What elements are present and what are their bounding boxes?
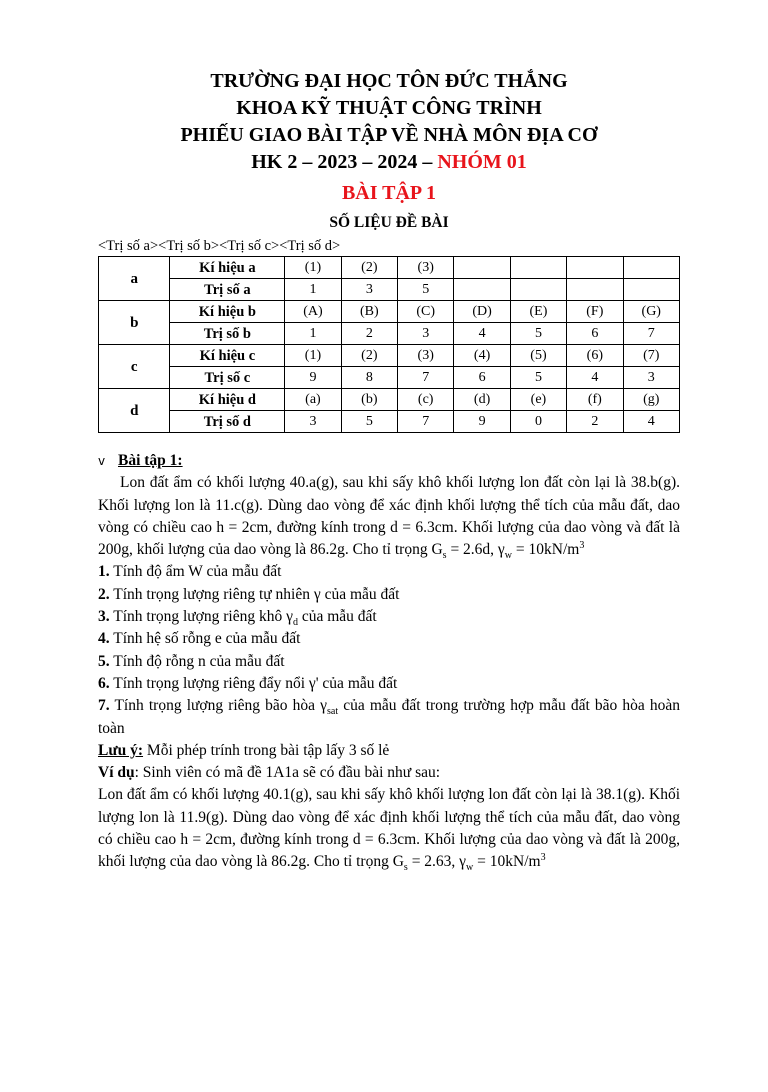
exercise-title: BÀI TẬP 1: [341, 182, 437, 204]
table-cell: 6: [567, 323, 623, 345]
table-cell: 2: [567, 411, 623, 433]
semester-line: [98, 149, 680, 176]
question-subscript: d: [292, 617, 298, 629]
example-line: [98, 762, 680, 784]
table-cell: [567, 257, 623, 279]
question-number: 1.: [98, 563, 110, 581]
group-name-cell: b: [99, 301, 170, 345]
table-cell: 5: [398, 279, 454, 301]
value-label-cell: Trị số c: [170, 367, 285, 389]
question-item: [98, 651, 680, 673]
example-statement: Lon đất ẩm có khối lượng 40.1(g), sau khi sấy khô khối lượng lon đất còn lại là 38.1(g). Khối lượng lon là 11.9(g). Dùng dao vòng để xác định khối lượng thể tích của mẫu đất, dao vòng có chiều cao h = 2cm, đường kính trong d = 6.3cm. Khối lượng của dao vòng và đất là 200g, khối lượng của dao vòng là 86.2g. Cho tỉ trọng $G_s = 2.63$, $\gamma_w = 10kN/m^3$: [98, 786, 680, 874]
table-cell: (5): [510, 345, 566, 367]
table-cell: 1: [285, 323, 341, 345]
table-cell: 3: [341, 279, 397, 301]
table-cell: 5: [341, 411, 397, 433]
question-number: 4.: [98, 630, 110, 648]
table-cell: 6: [454, 367, 510, 389]
question-item: [98, 584, 680, 606]
exercise-heading-line: [98, 450, 680, 472]
question-list: [98, 561, 680, 739]
question-number: 5.: [98, 652, 110, 670]
table-cell: 9: [285, 367, 341, 389]
table-cell: (3): [398, 257, 454, 279]
value-label-cell: Trị số b: [170, 323, 285, 345]
table-cell: (2): [341, 345, 397, 367]
table-cell: (a): [285, 389, 341, 411]
problem-statement: Lon đất ẩm có khối lượng 40.a(g), sau khi sấy khô khối lượng lon đất còn lại là 38.b(g). Khối lượng lon là 11.c(g). Dùng dao vòng để xác định khối lượng thể tích của mẫu đất, dao vòng có chiều cao h = 2cm, đường kính trong d = 6.3cm. Khối lượng của dao vòng và đất là 200g, khối lượng của dao vòng là 86.2g. Cho tỉ trọng $G_s = 2.6d$, $\gamma_w = 10kN/m^3$: [98, 474, 680, 562]
question-text-end: của mẫu đất: [297, 608, 377, 626]
symbol-label-cell: Kí hiệu c: [170, 345, 285, 367]
table-cell: (F): [567, 301, 623, 323]
question-number: 2.: [98, 585, 110, 603]
table-row: [99, 389, 680, 411]
table-cell: (4): [454, 345, 510, 367]
table-cell: 7: [398, 411, 454, 433]
table-row: [99, 279, 680, 301]
question-text: Tính trọng lượng riêng khô γ: [113, 608, 293, 626]
document-page: [0, 68, 768, 1092]
question-text: Tính độ rỗng n của mẫu đất: [113, 652, 285, 670]
note-text: Mỗi phép trính trong bài tập lấy 3 số lẻ: [143, 741, 390, 759]
table-cell: (A): [285, 301, 341, 323]
table-cell: 4: [454, 323, 510, 345]
group-name-cell: d: [99, 389, 170, 433]
table-row: [99, 301, 680, 323]
table-cell: 2: [341, 323, 397, 345]
table-cell: 5: [510, 323, 566, 345]
table-row: [99, 367, 680, 389]
table-cell: (g): [623, 389, 679, 411]
question-text-end: của mẫu đất trong trường hợp mẫu đất bão hòa hoàn toàn: [98, 697, 680, 737]
symbol-label-cell: Kí hiệu a: [170, 257, 285, 279]
table-cell: (b): [341, 389, 397, 411]
table-cell: (7): [623, 345, 679, 367]
group-name-cell: c: [99, 345, 170, 389]
table-cell: [510, 279, 566, 301]
table-cell: 3: [398, 323, 454, 345]
table-cell: (1): [285, 345, 341, 367]
table-cell: (6): [567, 345, 623, 367]
question-text: Tính trọng lượng riêng bão hòa γ: [114, 697, 328, 715]
question-number: 6.: [98, 674, 110, 692]
value-label-cell: Trị số a: [170, 279, 285, 301]
example-text: : Sinh viên có mã đề 1A1a sẽ có đầu bài như sau:: [134, 764, 441, 782]
table-cell: (2): [341, 257, 397, 279]
exercise-heading: Bài tập 1:: [118, 452, 183, 469]
question-text: Tính độ ẩm W của mẫu đất: [113, 563, 282, 581]
question-item: [98, 561, 680, 583]
table-cell: 3: [623, 367, 679, 389]
document-header: [98, 68, 680, 234]
note-line: [98, 740, 680, 762]
data-section-title: SỐ LIỆU ĐỀ BÀI: [329, 214, 449, 231]
question-item: [98, 606, 680, 628]
table-cell: (E): [510, 301, 566, 323]
faculty-name: KHOA KỸ THUẬT CÔNG TRÌNH: [236, 97, 542, 119]
table-cell: (3): [398, 345, 454, 367]
table-cell: (e): [510, 389, 566, 411]
table-cell: 0: [510, 411, 566, 433]
question-item: [98, 628, 680, 650]
table-cell: (c): [398, 389, 454, 411]
semester-text: HK 2 – 2023 – 2024 –: [251, 151, 438, 173]
table-row: [99, 323, 680, 345]
table-row: [99, 345, 680, 367]
table-cell: 7: [398, 367, 454, 389]
table-cell: 4: [567, 367, 623, 389]
example-label: Ví dụ: [98, 764, 135, 782]
symbol-label-cell: Kí hiệu b: [170, 301, 285, 323]
table-cell: 3: [285, 411, 341, 433]
parameter-table: [98, 256, 680, 433]
question-number: 3.: [98, 608, 110, 626]
table-cell: (D): [454, 301, 510, 323]
table-cell: [567, 279, 623, 301]
symbol-label-cell: Kí hiệu d: [170, 389, 285, 411]
exercise-body: [98, 450, 680, 874]
group-label: NHÓM 01: [437, 151, 527, 173]
table-cell: (d): [454, 389, 510, 411]
question-item: [98, 695, 680, 740]
bullet-check-icon: v: [98, 454, 106, 468]
table-row: [99, 257, 680, 279]
table-cell: 4: [623, 411, 679, 433]
table-cell: (C): [398, 301, 454, 323]
table-cell: (B): [341, 301, 397, 323]
table-cell: [454, 257, 510, 279]
question-text: Tính hệ số rỗng e của mẫu đất: [113, 630, 301, 648]
question-item: [98, 673, 680, 695]
table-cell: (G): [623, 301, 679, 323]
table-cell: 7: [623, 323, 679, 345]
group-name-cell: a: [99, 257, 170, 301]
note-label: Lưu ý:: [98, 741, 144, 759]
table-cell: 5: [510, 367, 566, 389]
value-label-cell: Trị số d: [170, 411, 285, 433]
table-cell: 1: [285, 279, 341, 301]
code-placeholders: <Trị số a><Trị số b><Trị số c><Trị số d>: [98, 238, 341, 254]
table-cell: [623, 279, 679, 301]
question-subscript: sat: [327, 706, 339, 718]
table-cell: 9: [454, 411, 510, 433]
assignment-title: PHIẾU GIAO BÀI TẬP VỀ NHÀ MÔN ĐỊA CƠ: [180, 124, 598, 146]
question-number: 7.: [98, 697, 110, 715]
table-cell: (1): [285, 257, 341, 279]
table-cell: [454, 279, 510, 301]
table-cell: [623, 257, 679, 279]
table-cell: [510, 257, 566, 279]
table-cell: 8: [341, 367, 397, 389]
table-row: [99, 411, 680, 433]
university-name: TRƯỜNG ĐẠI HỌC TÔN ĐỨC THẮNG: [210, 70, 568, 92]
question-text: Tính trọng lượng riêng đẩy nổi γ' của mẫu đất: [113, 674, 398, 692]
table-cell: (f): [567, 389, 623, 411]
question-text: Tính trọng lượng riêng tự nhiên γ của mẫu đất: [113, 585, 400, 603]
